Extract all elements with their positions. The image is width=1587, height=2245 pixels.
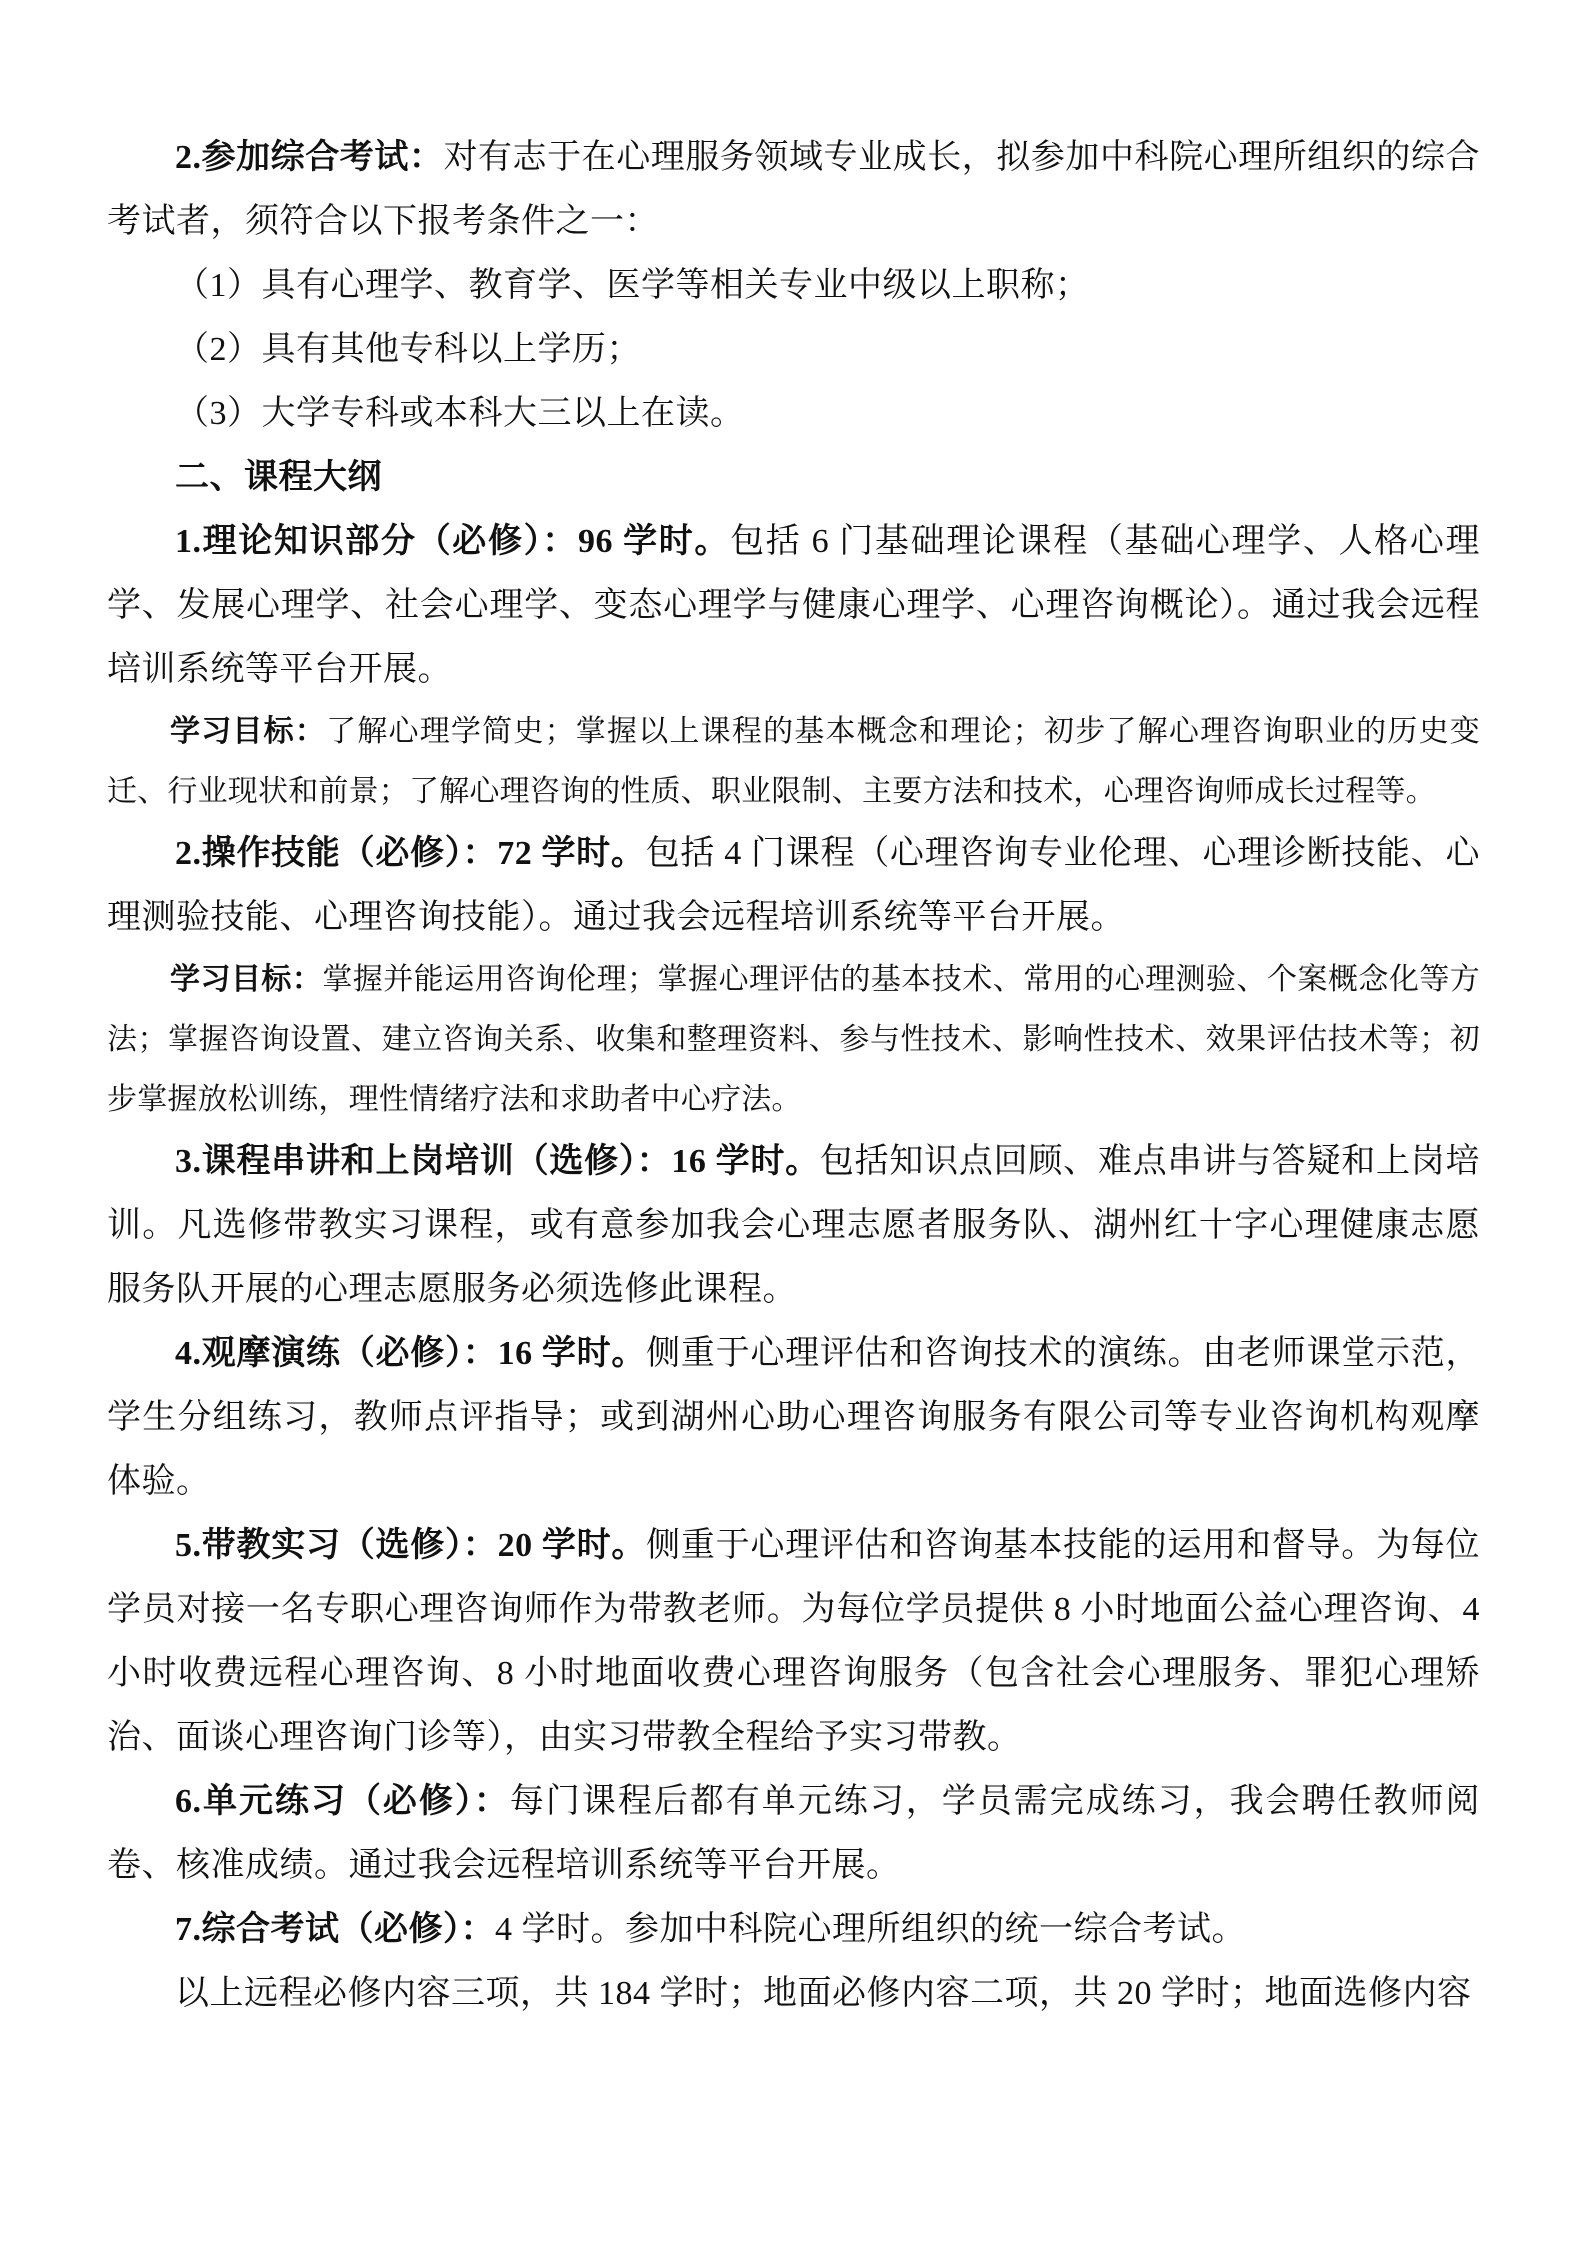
paragraph [107,1898,1480,1962]
paragraph [107,318,1480,382]
text-run-bold: 二、课程大纲 [175,459,382,496]
text-run-bold: 3.课程串讲和上岗培训（选修）：16 学时。 [175,1143,820,1180]
text-run-bold: 5.带教实习（选修）：20 学时。 [175,1527,647,1564]
text-run-bold: 6.单元练习（必修）： [175,1783,510,1820]
text-run: 包括 4 门课程（心理咨询专业伦理、心理诊断技能、心理测验技能、心理咨询技能）。通过我会远程培训系统等平台开展。 [107,835,1481,936]
text-run: 包括知识点回顾、难点串讲与答疑和上岗培训。凡选修带教实习课程，或有意参加我会心理志愿者服务队、湖州红十字心理健康志愿服务队开展的心理志愿服务必须选修此课程。 [107,1143,1481,1308]
paragraph [107,950,1480,1130]
text-run: 4 学时。参加中科院心理所组织的统一综合考试。 [495,1911,1246,1948]
paragraph [107,1962,1480,2026]
text-run: 每门课程后都有单元练习，学员需完成练习，我会聘任教师阅卷、核准成绩。通过我会远程培训系统等平台开展。 [107,1783,1481,1884]
text-run-bold: 学习目标： [170,715,327,748]
paragraph [107,382,1480,446]
text-run-bold: 4.观摩演练（必修）：16 学时。 [175,1335,647,1372]
text-run-bold: 2.操作技能（必修）：72 学时。 [175,835,646,872]
text-run: （2）具有其他专科以上学历； [175,331,641,368]
text-run-bold: 学习目标： [170,963,323,996]
text-run: 包括 6 门基础理论课程（基础心理学、人格心理学、发展心理学、社会心理学、变态心理学与健康心理学、心理咨询概论）。通过我会远程培训系统等平台开展。 [107,523,1480,688]
text-run: （3）大学专科或本科大三以上在读。 [175,395,745,432]
paragraph [107,446,1480,510]
text-run: 对有志于在心理服务领域专业成长，拟参加中科院心理所组织的综合考试者，须符合以下报考条件之一： [107,139,1481,240]
document-body [107,126,1480,2026]
text-run-bold: 2.参加综合考试： [175,139,444,176]
text-run: 掌握并能运用咨询伦理；掌握心理评估的基本技术、常用的心理测验、个案概念化等方法；掌握咨询设置、建立咨询关系、收集和整理资料、参与性技术、影响性技术、效果评估技术等；初步掌握放松训练，理性情绪疗法和求助者中心疗法。 [107,963,1480,1116]
paragraph [107,1130,1480,1322]
text-run-bold: 7.综合考试（必修）： [175,1911,495,1948]
paragraph [107,1770,1480,1898]
paragraph [107,702,1480,822]
paragraph [107,1322,1480,1514]
text-run: （1）具有心理学、教育学、医学等相关专业中级以上职称； [175,267,1090,304]
text-run: 侧重于心理评估和咨询基本技能的运用和督导。为每位学员对接一名专职心理咨询师作为带教老师。为每位学员提供 8 小时地面公益心理咨询、4 小时收费远程心理咨询、8 小时地面收费心理咨询服务（包含社会心理服务、罪犯心理矫治、面谈心理咨询门诊等），由实习带教全程给予实习带教。 [107,1527,1480,1756]
text-run-bold: 1.理论知识部分（必修）：96 学时。 [175,523,731,560]
paragraph [107,254,1480,318]
paragraph [107,126,1480,254]
paragraph [107,1514,1480,1770]
text-run: 了解心理学简史；掌握以上课程的基本概念和理论；初步了解心理咨询职业的历史变迁、行业现状和前景；了解心理咨询的性质、职业限制、主要方法和技术，心理咨询师成长过程等。 [107,715,1480,808]
paragraph [107,510,1480,702]
text-run: 以上远程必修内容三项，共 184 学时；地面必修内容二项，共 20 学时；地面选修内容 [175,1975,1472,2012]
paragraph [107,822,1480,950]
text-run: 侧重于心理评估和咨询技术的演练。由老师课堂示范，学生分组练习，教师点评指导；或到湖州心助心理咨询服务有限公司等专业咨询机构观摩体验。 [107,1335,1480,1500]
